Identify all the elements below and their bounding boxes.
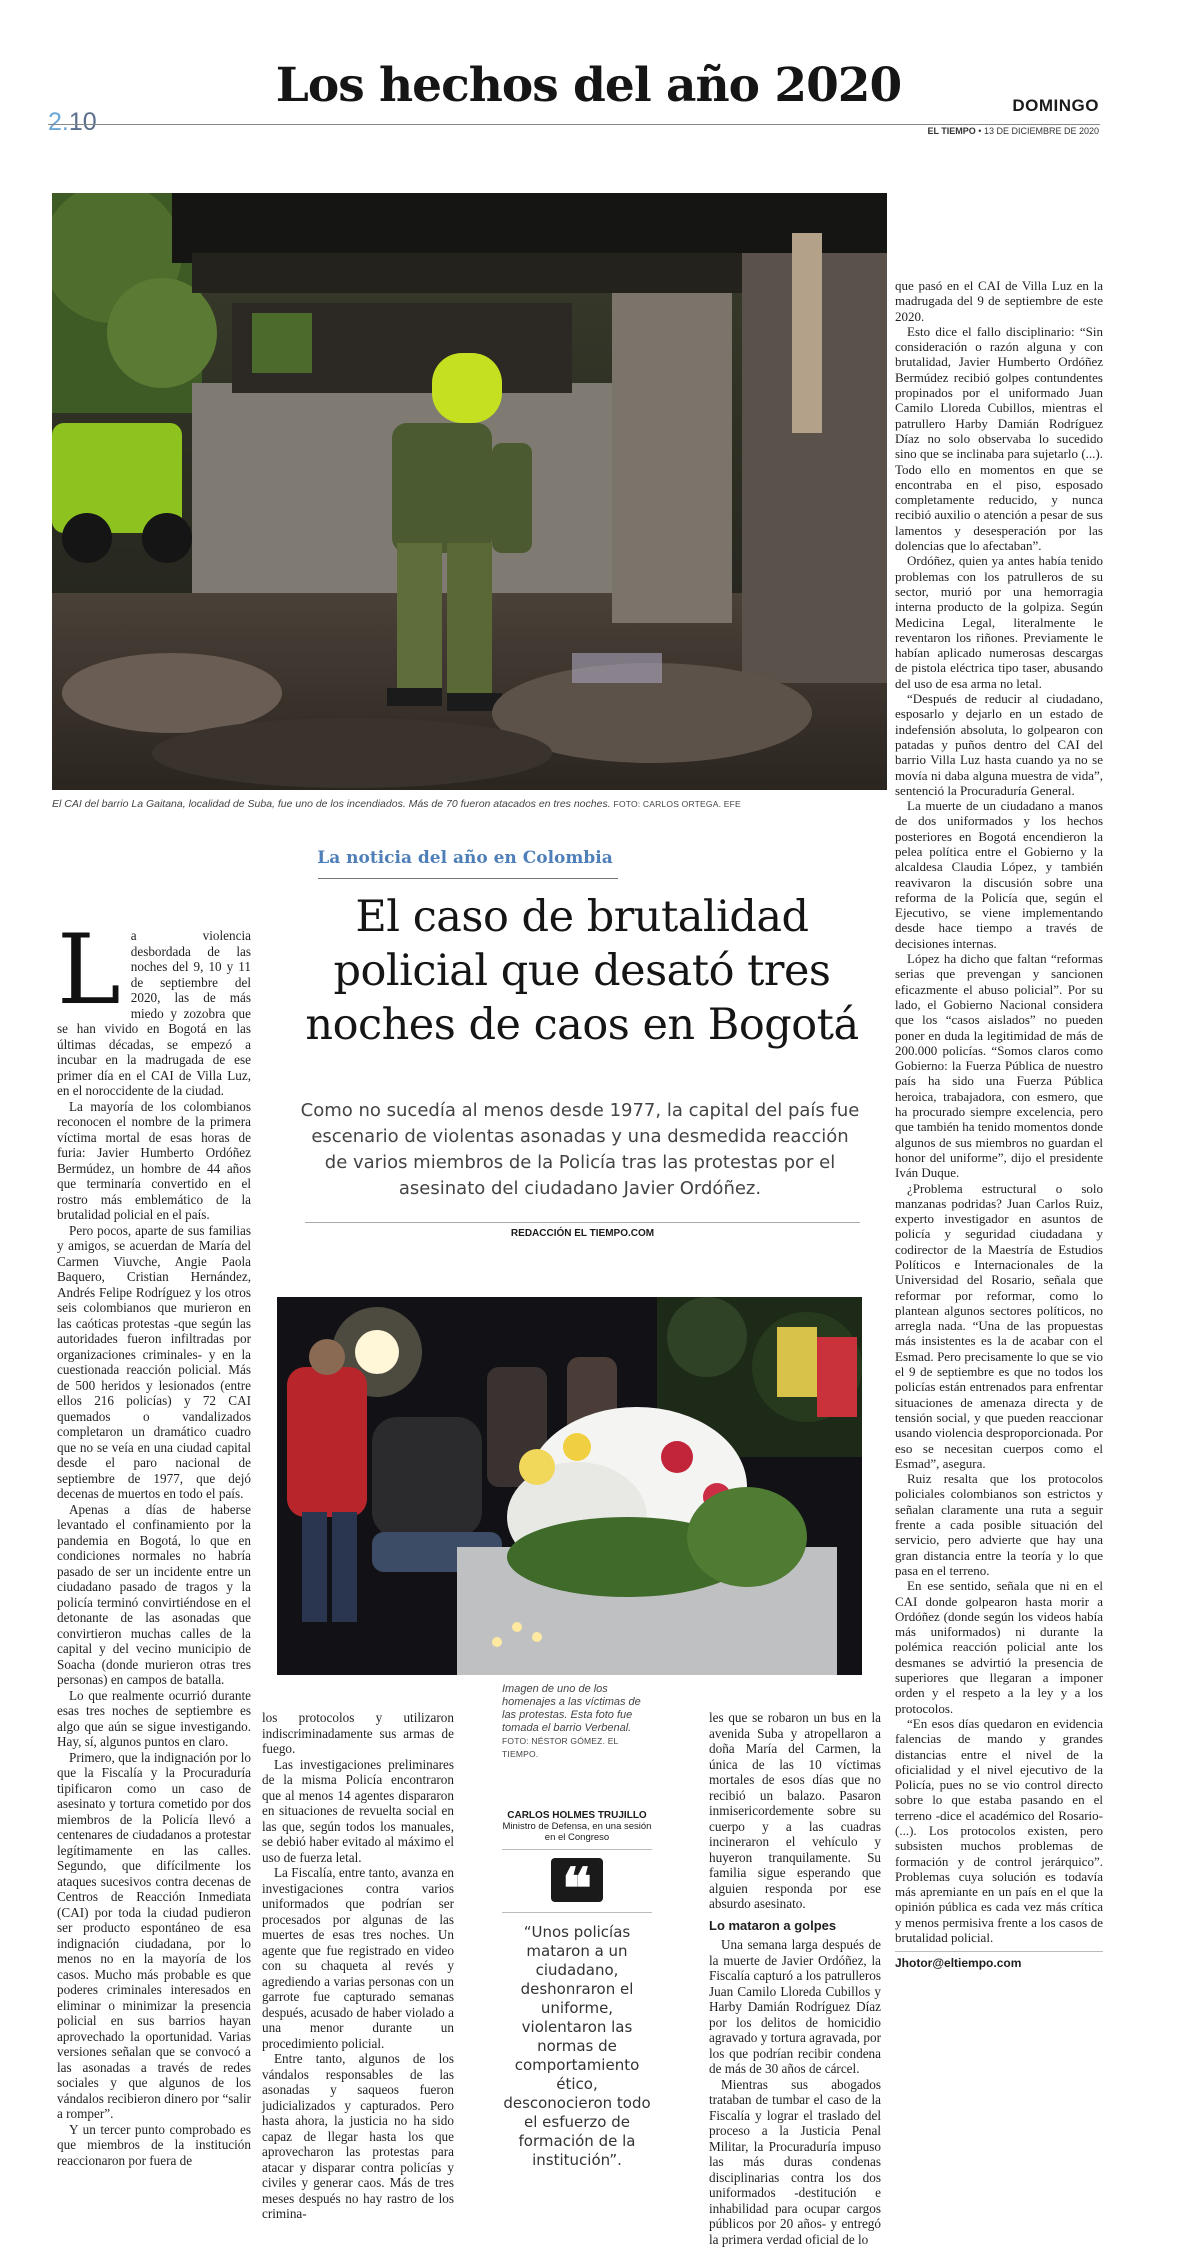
page-number [48,108,97,137]
mid-photo-credit: FOTO: NÉSTOR GÓMEZ. EL TIEMPO. [502,1735,652,1761]
col4-p1: les que se robaron un bus en la avenida Suba y atropellaron a doña María del Carmen, la única de las 10 víctimas mortales de esos días que no recibió un balazo. Pasaron inmisericordemente sobre su cuerpo y a las cuadras incineraron el vehículo y huyeron tranquilamente. Su familia sigue esperando que alguien responda por ese absurdo asesinato. [709,1710,881,1912]
quote-marks-icon: ❝ [551,1858,603,1902]
body-column-5 [895,278,1103,1972]
col5-p1: que pasó en el CAI de Villa Luz en la madrugada del 9 de septiembre de este 2020. [895,278,1103,324]
article-kicker: La noticia del año en Colombia [300,848,630,868]
headline-line-2: policial que desató tres [262,944,902,998]
col4-p2: Una semana larga después de la muerte de Javier Ordóñez, la Fiscalía capturó a los patrulleros Juan Camilo Lloreda Cubillos y Harby Damián Rodríguez Díaz por los delitos de homicidio agravado y tortura agravada, por los que podrían recibir condena de más de 30 años de cárcel. [709,1937,881,2077]
publisher-name: EL TIEMPO [927,126,975,136]
col5-p6: López ha dicho que faltan “reformas serias que prevengan y sancionen eficazmente el abuso policial”. Por su lado, el Gobierno Nacional considera que los “casos aislados” no pueden poner en duda la legitimidad de más de 200.000 policías. “Somos claros como Gobierno: la Fuerza Pública de nuestro país ha sido una Fuerza Pública heroica, trabajadora, con esmero, que ha procurado siempre excelencia, pero que también ha tenido momentos donde algunos de sus miembros no guardan el honor del uniforme”, dijo el presidente Iván Duque. [895,951,1103,1180]
col1-p1: a violencia desbordada de las noches del 9, 10 y 11 de septiembre del 2020, las de más miedo y zozobra que se han vivido en Bogotá en las últimas décadas, se empezó a incubar en la madrugada de ese primer día en el CAI de Villa Luz, en el noroccidente de la ciudad. [57,928,251,1098]
date-text: 13 DE DICIEMBRE DE 2020 [984,126,1099,136]
col2-p1: los protocolos y utilizaron indiscriminadamente sus armas de fuego. [262,1710,454,1757]
mid-photo [277,1297,862,1675]
col1-p6: Primero, que la indignación por lo que la Fiscalía y la Procuraduría tipificaron como un caso de asesinato y tortura cometido por dos miembros de la Policía llevó a centenares de ciudadanos a protestar legítimamente en las calles. Segundo, que difícilmente los ataques sucesivos contra decenas de Centros de Reacción Inmediata (CAI) por toda la ciudad pudieron ser producto espontáneo de esa indignación ciudadana, por lo menos no en la mayoría de los casos. Mucho más probable es que poderes criminales interesados en eliminar o minimizar la presencia policial en sus barrios hayan aprovechado la oportunidad. Varias versiones señalan que se convocó a las asonadas a través de redes sociales y que algunos de los vándalos recibieron dinero por “salir a romper”. [57,1750,251,2122]
dropcap: L [57,928,131,1010]
dek-rule [305,1222,860,1223]
col2-p3: La Fiscalía, entre tanto, avanza en investigaciones contra varios uniformados que podrían ser procesados por algunas de las muertes de esas tres noches. Un agente que fue registrado en video con su chaqueta al revés y agrediendo a varias personas con un garrote fue capturado semanas después, acusado de haber violado a una menor durante un procedimiento policial. [262,1865,454,2051]
col1-p5: Lo que realmente ocurrió durante esas tres noches de septiembre es algo que aún se sigue investigando. Hay, sí, algunos puntos en claro. [57,1688,251,1750]
col1-p2: La mayoría de los colombianos reconocen el nombre de la primera víctima mortal de esas horas de furia: Javier Humberto Ordóñez Bermúdez, un hombre de 44 años que terminaría convertido en el rostro más emblemático de la brutalidad policial en el país. [57,1099,251,1223]
body-column-4 [709,1710,881,2247]
burned-cai-photo [52,193,887,790]
author-email: Jhotor@eltiempo.com [895,1956,1103,1971]
col5-p5: La muerte de un ciudadano a manos de dos uniformados y los hechos posteriores en Bogotá encendieron la pelea política entre el Gobierno y la alcaldesa Claudia López, y también reavivaron la discusión sobre una reforma de la Policía que, según el Ejecutivo, se viene implementando desde hace tiempo a través de decisiones internas. [895,798,1103,951]
top-photo-credit: FOTO: CARLOS ORTEGA. EFE [614,799,741,809]
quote-text: “Unos policías mataron a un ciudadano, deshonraron el uniforme, violentaron las normas de comportamiento ético, desconocieron todo el esfuerzo de formación de la institución”. [502,1923,652,2170]
col4-subhead: Lo mataron a golpes [709,1918,881,1934]
quote-speaker-name: CARLOS HOLMES TRUJILLO [502,1810,652,1821]
day-label: DOMINGO [1012,96,1099,116]
page-title: Los hechos del año 2020 [0,58,1177,113]
col1-p4: Apenas a días de haberse levantado el confinamiento por la pandemia en Bogotá, lo que en condiciones normales no habría pasado de ser un incidente entre un ciudadano pasado de tragos y la policía terminó convirtiéndose en el detonante de las asonadas que convirtieron muchas calles de la capital y del vecino municipio de Soacha (donde murieron otras tres personas) en campos de batalla. [57,1502,251,1688]
col4-p3: Mientras sus abogados trataban de tumbar el caso de la Fiscalía y lograr el traslado del proceso a la Justicia Penal Militar, la Procuraduría impuso las más duras condenas disciplinarias contra los dos uniformados -destitución e inhabilidad para ocupar cargos públicos por 20 años- y entregó la primera verdad oficial de lo [709,2077,881,2247]
col5-p10: “En esos días quedaron en evidencia falencias de mando y grandes distancias entre el nivel de la oficialidad y el nivel ejecutivo de la Policía, pues no se vio control directo sobre lo que estaba pasando en el terreno -dice el académico del Rosario- (...). Los protocolos existen, pero subsisten muchos problemas de formación y de control jerárquico”. Problemas cuya solución es todavía más apremiante en un país en el que la opinión pública es cada vez más crítica y menos permisiva frente a los casos de brutalidad policial. [895,1716,1103,1945]
col2-p4: Entre tanto, algunos de los vándalos responsables de las asonadas y saqueos fueron judicializados y capturados. Pero hasta ahora, la justicia no ha sido capaz de llegar hasta los que aprovecharon las protestas para atacar y disparar contra policías y civiles y generar caos. Más de tres meses después no hay rastro de los crimina- [262,2051,454,2222]
headline-line-1: El caso de brutalidad [262,890,902,944]
col5-p7: ¿Problema estructural o solo manzanas podridas? Juan Carlos Ruiz, experto investigador en asuntos de policía y seguridad ciudadana y codirector de la Maestría de Estudios Políticos e Internacionales de la Universidad del Rosario, señala que reformar por reformar, como lo plantean algunos sectores políticos, no arregla nada. “Una de las propuestas más insistentes es la de acabar con el Esmad. Pero precisamente lo que se vio el 9 de septiembre es que no todos los policías están entrenados para enfrentar situaciones de amenaza directa y de tensión social, y que pueden reaccionar usando violencia desproporcionada. Por eso se necesitan cuerpos como el Esmad”, asegura. [895,1181,1103,1472]
col1-p7: Y un tercer punto comprobado es que miembros de la institución reaccionaron por fuera de [57,2122,251,2169]
article-headline [262,890,902,1052]
quote-speaker-role: Ministro de Defensa, en una sesión en el Congreso [502,1821,652,1843]
body-column-2 [262,1710,454,2222]
col5-p8: Ruiz resalta que los protocolos policiales colombianos son estrictos y señalan claramente una ruta a seguir frente a cada posible situación del servicio, pero advierte que hay una gran distancia entre la teoría y lo que pasa en el terreno. [895,1471,1103,1578]
col5-p9: En ese sentido, señala que ni en el CAI donde golpearon hasta morir a Ordóñez (donde según los videos había más uniformados) ni durante la polémica reacción policial ante los desmanes se advirtió la presencia de superiores que llegaran a imponer orden y el respeto a la ley y a los protocolos. [895,1578,1103,1716]
quote-rule [502,1849,652,1850]
memorial-photo [277,1297,862,1675]
article-byline: REDACCIÓN EL TIEMPO.COM [305,1228,860,1239]
col5-p3: Ordóñez, quien ya antes había tenido problemas con los patrulleros de su sector, murió por una hemorragia interna producto de la golpiza. Según Medicina Legal, literalmente le reventaron los riñones. Previamente le habían aplicado numerosas descargas de pistola eléctrica tipo taser, abusando del uso de esa arma no letal. [895,553,1103,691]
headline-line-3: noches de caos en Bogotá [262,998,902,1052]
top-photo [52,193,887,790]
top-photo-caption-text: El CAI del barrio La Gaitana, localidad de Suba, fue uno de los incendiados. Más de 70 fueron atacados en tres noches. [52,798,611,810]
header-rule [48,124,1100,125]
page-section: 2. [48,108,69,136]
pull-quote [502,1810,652,2170]
col2-p2: Las investigaciones preliminares de la misma Policía encontraron que al menos 14 agentes dispararon en situaciones de revuelta social en las que, según todos los manuales, se debió haber evitado al máximo el uso de fuerza letal. [262,1757,454,1866]
kicker-rule [318,878,618,879]
mid-photo-caption [502,1683,652,1761]
col1-p3: Pero pocos, aparte de sus familias y amigos, se acuerdan de María del Carmen Viuvche, Angie Paola Baquero, Cristian Hernández, Andrés Felipe Rodríguez y los otros seis colombianos que murieron en las caóticas protestas -que según las autoridades fueron infiltradas por organizaciones criminales- y en la cuestionada reacción policial. Más de 500 heridos y lesionados (entre ellos 216 policías) y 72 CAI quemados o vandalizados completaron un dramático cuadro que no se veía en una ciudad capital desde el paro nacional de septiembre de 1977, que dejó decenas de muertos en todo el país. [57,1223,251,1502]
article-dek: Como no sucedía al menos desde 1977, la capital del país fue escenario de violentas asonadas y una desmedida reacción de varios miembros de la Policía tras las protestas por el asesinato del ciudadano Javier Ordóñez. [300,1098,860,1202]
body-column-1 [57,928,251,2168]
col5-p4: “Después de reducir al ciudadano, esposarlo y dejarlo en un estado de indefensión absoluta, lo golpearon con patadas y puños dentro del CAI del barrio Villa Luz hasta cuando ya no se movía ni daba alguna muestra de vida”, sentenció la Procuraduría General. [895,691,1103,798]
page-number-value: 10 [69,108,97,136]
top-photo-caption [52,798,887,811]
mid-photo-caption-text: Imagen de uno de los homenajes a las víctimas de las protestas. Esta foto fue tomada el barrio Verbenal. [502,1683,652,1735]
publication-date: EL TIEMPO • 13 DE DICIEMBRE DE 2020 [927,126,1099,136]
col5-p2: Esto dice el fallo disciplinario: “Sin consideración o razón alguna y con brutalidad, Javier Humberto Ordóñez Bermúdez recibió golpes contundentes propinados por el uniformado Juan Camilo Lloreda Cubillos, mientras el patrullero Harby Damián Rodríguez Díaz no solo observaba lo sucedido sino que se inclinaba para sujetarlo (...). Todo ello en momentos en que se encontraba en el piso, esposado completamente reducido, y nunca recibió auxilio o atención a pesar de sus lamentos y desesperación por las dolencias que lo afectaban”. [895,324,1103,553]
email-rule [895,1951,1103,1952]
